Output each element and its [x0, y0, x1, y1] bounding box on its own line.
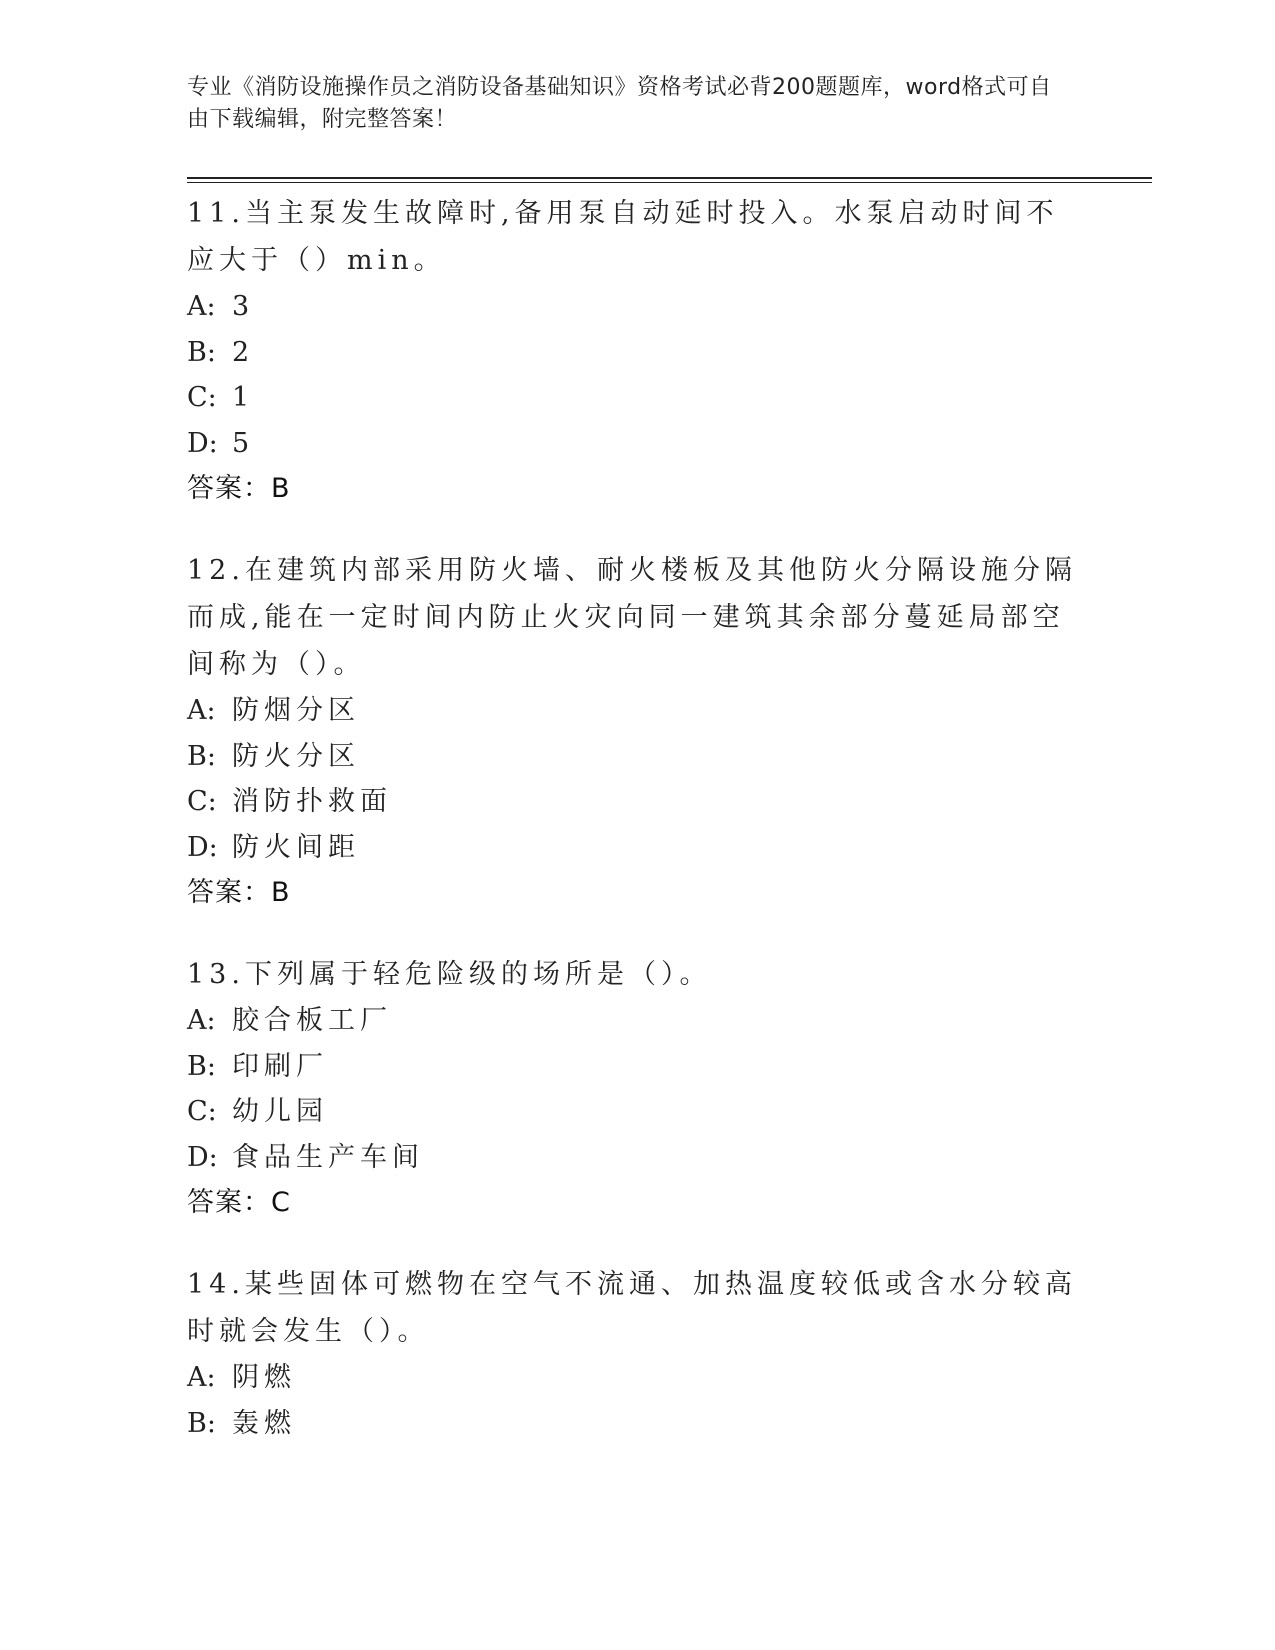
option-label: C:	[187, 786, 217, 817]
header-divider-thin	[187, 182, 1152, 183]
option-text: 印刷厂	[232, 1050, 328, 1082]
question-list	[187, 190, 1087, 1482]
option-label: A:	[187, 1362, 216, 1393]
answer-line: 答案：C	[187, 1187, 291, 1218]
option-b	[187, 1401, 1087, 1447]
option-text: 3	[232, 291, 255, 322]
question-item	[187, 951, 1087, 1225]
option-text: 消防扑救面	[232, 786, 392, 817]
question-stem: 11.当主泵发生故障时,备用泵自动延时投入。水泵启动时间不应大于（）min。	[187, 198, 1059, 276]
option-a	[187, 688, 1087, 734]
option-a	[187, 1355, 1087, 1401]
question-item	[187, 190, 1087, 511]
answer-line: 答案：B	[187, 877, 291, 908]
option-b	[187, 734, 1087, 780]
question-stem: 12.在建筑内部采用防火墙、耐火楼板及其他防火分隔设施分隔而成,能在一定时间内防止火灾向同一建筑其余部分蔓延局部空间称为（）。	[187, 555, 1077, 680]
option-label: A:	[187, 291, 216, 322]
option-text: 1	[232, 382, 255, 413]
option-a	[187, 284, 1087, 330]
option-text: 防烟分区	[232, 695, 360, 726]
option-label: B:	[187, 336, 216, 368]
option-text: 防火间距	[232, 831, 360, 863]
option-label: D:	[187, 1141, 218, 1173]
option-d	[187, 825, 1087, 871]
question-stem: 14.某些固体可燃物在空气不流通、加热温度较低或含水分较高时就会发生（）。	[187, 1269, 1077, 1347]
option-text: 胶合板工厂	[232, 1005, 392, 1036]
question-stem: 13.下列属于轻危险级的场所是（）。	[187, 959, 712, 990]
option-d	[187, 1135, 1087, 1181]
option-c	[187, 779, 1087, 825]
option-b	[187, 330, 1087, 376]
option-label: A:	[187, 1005, 216, 1036]
option-text: 轰燃	[232, 1407, 296, 1439]
option-label: B:	[187, 1050, 216, 1082]
option-c	[187, 1089, 1087, 1135]
option-label: C:	[187, 1096, 217, 1127]
option-label: A:	[187, 695, 216, 726]
option-label: B:	[187, 1407, 216, 1439]
option-label: C:	[187, 382, 217, 413]
option-text: 食品生产车间	[232, 1141, 424, 1173]
option-b	[187, 1044, 1087, 1090]
option-text: 幼儿园	[232, 1096, 328, 1127]
question-item	[187, 1261, 1087, 1446]
option-label: D:	[187, 427, 218, 459]
option-label: B:	[187, 740, 216, 772]
option-d	[187, 421, 1087, 467]
document-header: 专业《消防设施操作员之消防设备基础知识》资格考试必背200题题库，word格式可自由下载编辑，附完整答案！	[187, 75, 1052, 132]
answer-line: 答案：B	[187, 473, 291, 504]
option-text: 2	[232, 336, 255, 368]
option-a	[187, 998, 1087, 1044]
option-text: 阴燃	[232, 1362, 296, 1393]
header-divider	[187, 177, 1152, 179]
question-item	[187, 547, 1087, 915]
option-text: 5	[232, 427, 255, 459]
option-text: 防火分区	[232, 740, 360, 772]
option-c	[187, 375, 1087, 421]
option-label: D:	[187, 831, 218, 863]
